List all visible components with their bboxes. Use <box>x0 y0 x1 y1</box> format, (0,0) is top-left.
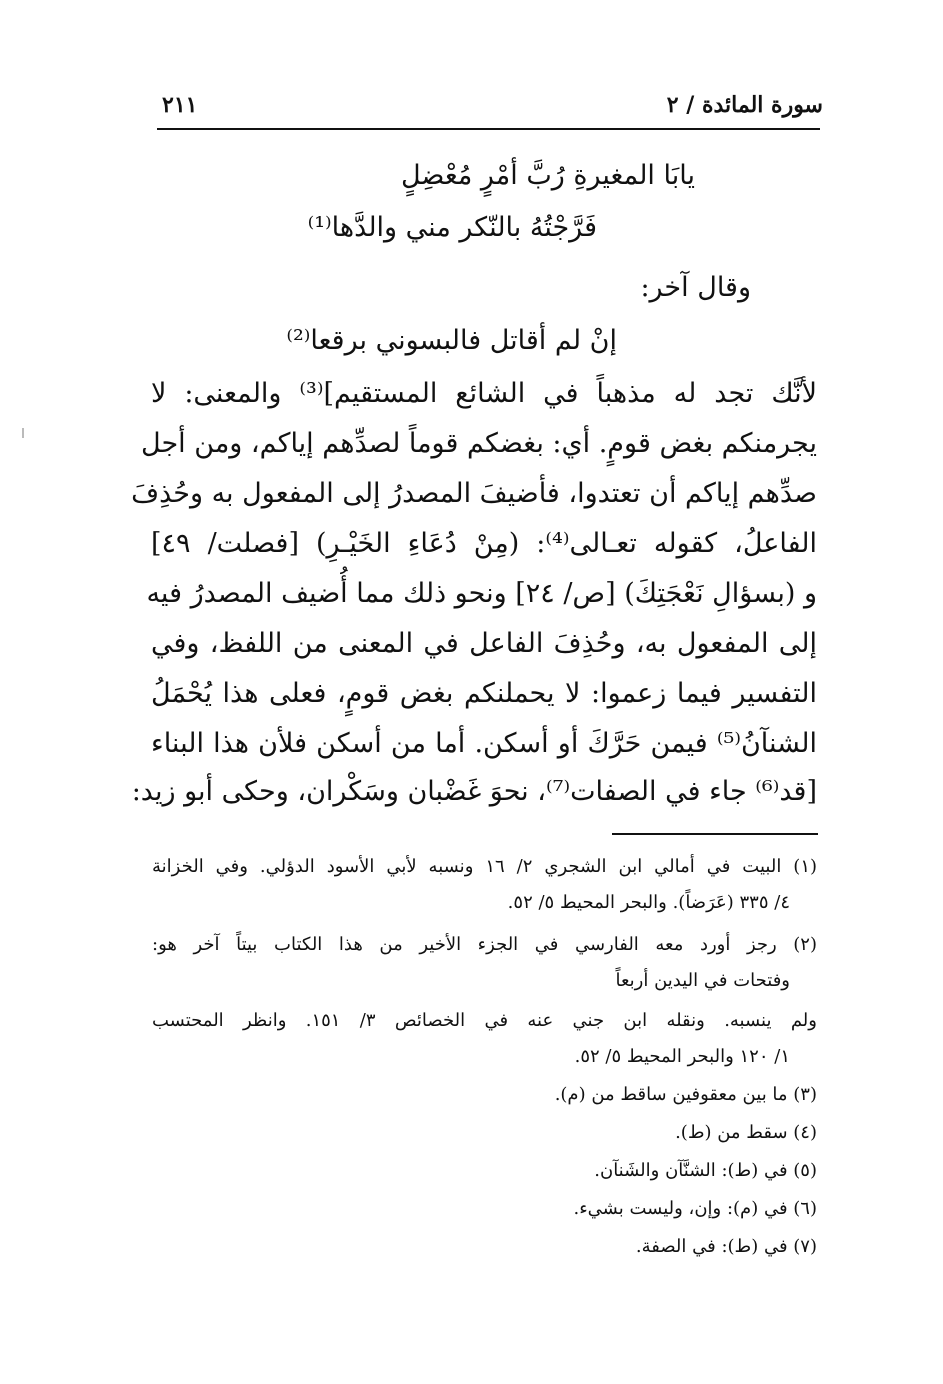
footnote-4: (٤) سقط من (ط). <box>675 1122 817 1143</box>
footnote-1-line-2: ٤/ ٣٣٥ (عَرَضاً). والبحر المحيط ٥/ ٥٢. <box>507 892 790 913</box>
running-header-title: سورة المائدة / ٢ <box>666 92 823 118</box>
scan-mark <box>22 428 24 438</box>
body-line-5: و (بسؤالِ نَعْجَتِكَ) [ص/ ٢٤] ونحو ذلك مما أُضيف المصدرُ فيه <box>146 578 817 609</box>
body-line-4: الفاعلُ، كقوله تعـالى⁽⁴⁾: (مِنْ دُعَاءِ الخَيْـرِ) [فصلت/ ٤٩] <box>151 528 817 559</box>
footnote-rule <box>612 833 818 835</box>
body-line-9: [قد⁽⁶⁾ جاء في الصفات⁽⁷⁾، نحوَ غَضْبان وسَكْران، وحكى أبو زيد: <box>131 776 817 807</box>
page-number: ٢١١ <box>162 92 198 118</box>
footnote-2-line-3: ولم ينسبه. ونقله ابن جني عنه في الخصائص ٣/ ١٥١. وانظر المحتسب <box>152 1010 817 1031</box>
body-line-6: إلى المفعول به، وحُذِفَ الفاعل في المعنى من اللفظ، وفي <box>151 628 817 659</box>
footnote-3: (٣) ما بين معقوفين ساقط من (م). <box>554 1084 817 1105</box>
verse-line-1: يابَا المغيرةِ رُبَّ أمْرٍ مُعْضِلٍ <box>400 160 695 191</box>
footnote-5: (٥) في (ط): الشنَّآن والشَنآن. <box>594 1160 817 1181</box>
footnote-2-verse: وفتحات في اليدين أربعاً <box>615 970 790 991</box>
verse-line-3: إنْ لم أقاتل فالبسوني برقعا⁽²⁾ <box>286 325 617 356</box>
verse-line-2: فَرَّجْتُهُ بالنّكر مني والدَّها⁽¹⁾ <box>307 212 597 243</box>
body-line-1: لأنَّك تجد له مذهباً في الشائع المستقيم]⁽³⁾ والمعنى: لا <box>151 378 817 409</box>
body-line-7: التفسير فيما زعموا: لا يحملنكم بغض قومٍ، فعلى هذا يُحْمَلُ <box>151 678 817 709</box>
footnote-1-line-1: (١) البيت في أمالي ابن الشجري ٢/ ١٦ ونسبه لأبي الأسود الدؤلي. وفي الخزانة <box>152 856 818 877</box>
body-line-8: الشنآنُ⁽⁵⁾ فيمن حَرَّكَ أو أسكن. أما من أسكن فلأن هذا البناء <box>151 728 817 759</box>
verse-intro: وقال آخر: <box>640 272 751 303</box>
footnote-2-line-1: (٢) رجز أورد معه الفارسي في الجزء الأخير من هذا الكتاب بيتاً آخر هو: <box>152 934 817 955</box>
body-line-2: يجرمنكم بغض قومٍ. أي: بغضكم قوماً لصدِّهم إياكم، ومن أجل <box>141 428 817 459</box>
footnote-7: (٧) في (ط): في الصفة. <box>635 1236 817 1257</box>
footnote-2-line-4: ١/ ١٢٠ والبحر المحيط ٥/ ٥٢. <box>574 1046 790 1067</box>
body-line-3: صدِّهم إياكم أن تعتدوا، فأضيفَ المصدرُ إلى المفعول به وحُذِفَ <box>131 478 817 509</box>
header-rule <box>157 128 820 130</box>
footnote-6: (٦) في (م): وإن، وليست بشيء. <box>573 1198 817 1219</box>
